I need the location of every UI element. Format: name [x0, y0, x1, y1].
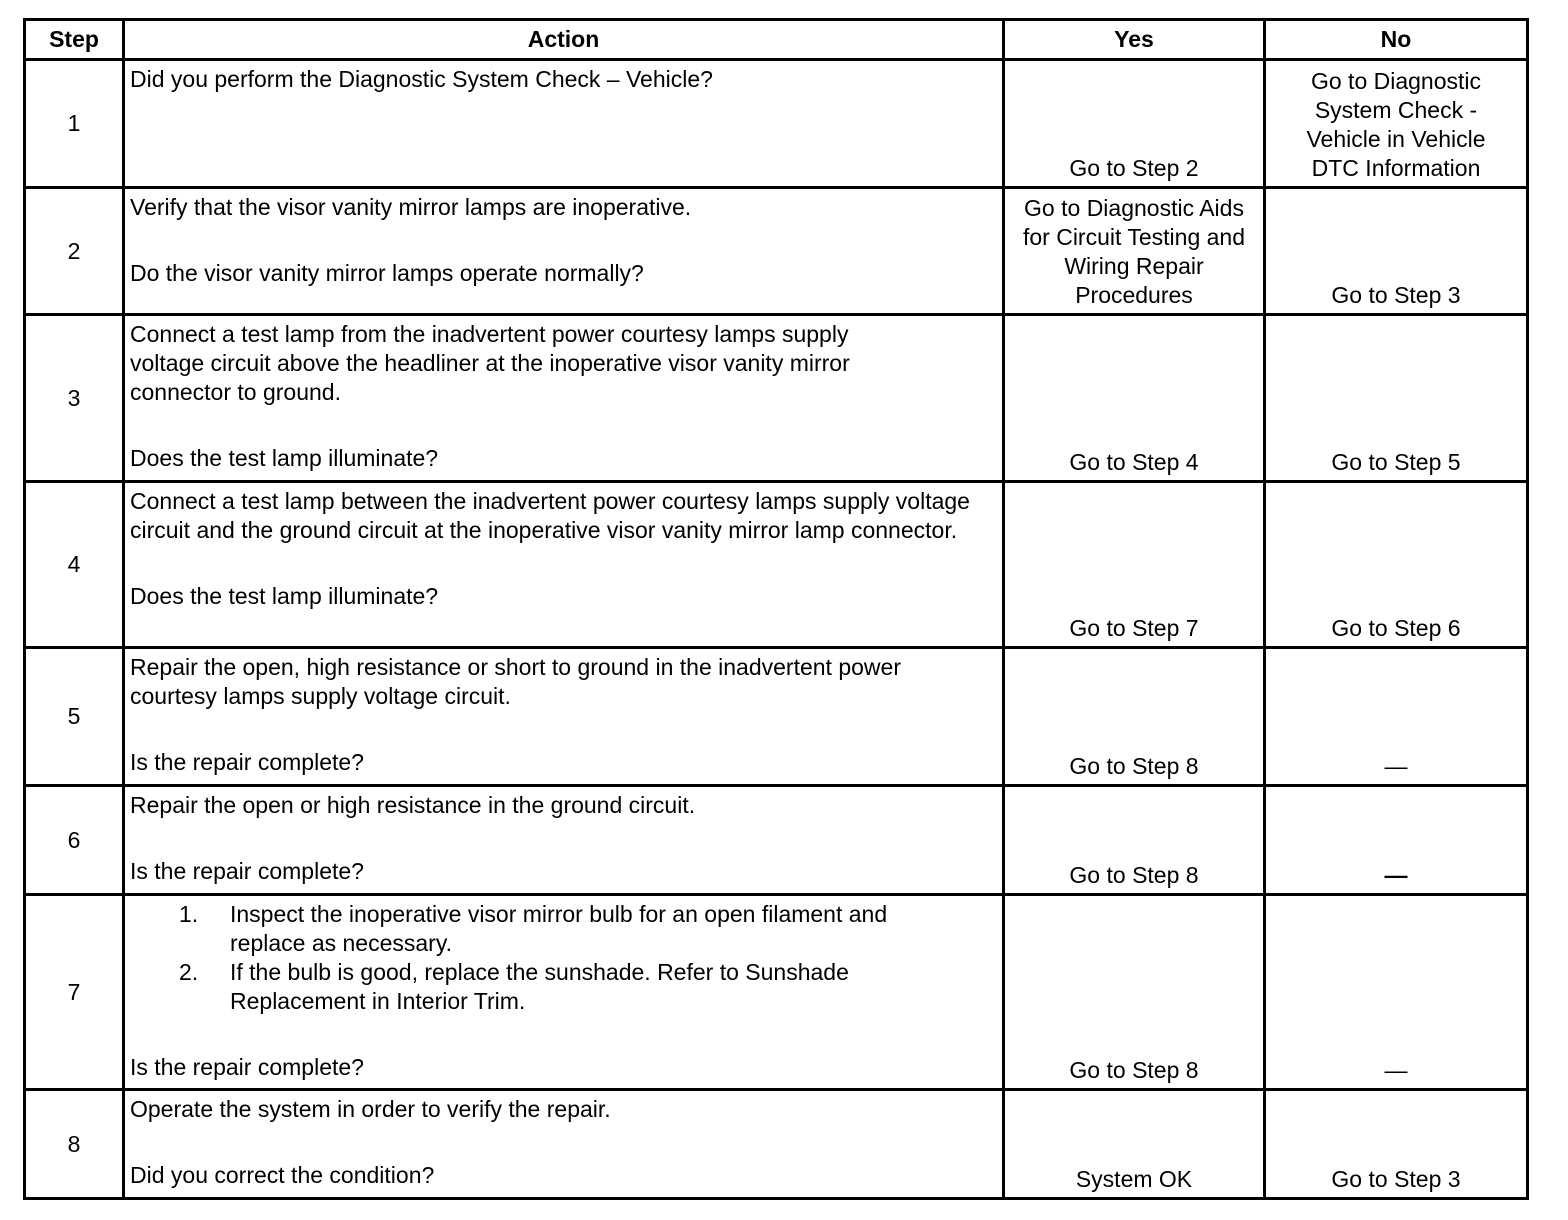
step-number: 7: [25, 895, 124, 1090]
action-text: Connect a test lamp between the inadvertent power courtesy lamps supply voltage circuit and the ground circuit at the inoperative visor vanity mirror lamp connector.: [130, 488, 970, 543]
no-link[interactable]: Go to Step 6: [1331, 615, 1461, 641]
no-link[interactable]: Go to Diagnostic System Check - Vehicle in Vehicle DTC Information: [1306, 68, 1486, 181]
list-number: 2.: [179, 959, 199, 985]
action-question: Do the visor vanity mirror lamps operate normally?: [130, 260, 644, 286]
action-text: Repair the open, high resistance or short to ground in the inadvertent power courtesy lamps supply voltage circuit.: [130, 654, 901, 709]
table-row: [25, 482, 1528, 648]
no-cell: [1265, 315, 1528, 482]
step-number: 5: [25, 648, 124, 786]
no-cell: [1265, 482, 1528, 648]
table-row: [25, 1090, 1528, 1199]
yes-cell: [1004, 895, 1265, 1090]
no-cell: [1265, 60, 1528, 188]
header-no: No: [1265, 20, 1528, 60]
action-cell: [124, 1090, 1004, 1199]
no-link[interactable]: Go to Step 3: [1331, 1166, 1461, 1192]
yes-cell: [1004, 60, 1265, 188]
action-cell: [124, 188, 1004, 315]
no-cell: [1265, 895, 1528, 1090]
header-action: Action: [124, 20, 1004, 60]
no-cell: [1265, 188, 1528, 315]
yes-cell: [1004, 648, 1265, 786]
yes-cell: [1004, 786, 1265, 895]
diagnostic-table: [23, 18, 1529, 1200]
yes-link[interactable]: System OK: [1075, 1166, 1193, 1192]
yes-cell: [1004, 482, 1265, 648]
no-dash: —: [1384, 753, 1408, 779]
list-item: [130, 958, 998, 1016]
step-number: 1: [25, 60, 124, 188]
yes-cell: [1004, 1090, 1265, 1199]
yes-cell: [1004, 315, 1265, 482]
list-text: If the bulb is good, replace the sunshade. Refer to Sunshade Replacement in Interior Trim.: [230, 959, 849, 1014]
step-number: 3: [25, 315, 124, 482]
no-cell: [1265, 1090, 1528, 1199]
action-question: Is the repair complete?: [130, 749, 364, 775]
table-row: [25, 60, 1528, 188]
action-question: Does the test lamp illuminate?: [130, 445, 439, 471]
action-cell: [124, 786, 1004, 895]
action-text: Connect a test lamp from the inadvertent power courtesy lamps supply voltage circuit above the headliner at the inoperative visor vanity mirror connector to ground.: [130, 321, 850, 405]
action-cell: [124, 648, 1004, 786]
action-question: Did you correct the condition?: [130, 1162, 435, 1188]
table-row: [25, 188, 1528, 315]
action-text: Verify that the visor vanity mirror lamps are inoperative.: [130, 194, 692, 220]
yes-link[interactable]: Go to Diagnostic Aids for Circuit Testing and Wiring Repair Procedures: [1022, 195, 1245, 308]
no-dash: —: [1384, 862, 1408, 888]
list-item: [130, 900, 998, 958]
step-number: 2: [25, 188, 124, 315]
action-cell: [124, 482, 1004, 648]
table-row: [25, 786, 1528, 895]
action-list: [130, 900, 998, 1016]
table-row: [25, 895, 1528, 1090]
yes-link[interactable]: Go to Step 4: [1069, 449, 1199, 475]
action-text: Operate the system in order to verify the repair.: [130, 1096, 611, 1122]
action-text: Repair the open or high resistance in the ground circuit.: [130, 792, 696, 818]
action-question: Does the test lamp illuminate?: [130, 583, 439, 609]
action-cell: [124, 315, 1004, 482]
no-link[interactable]: Go to Step 5: [1331, 449, 1461, 475]
action-cell: [124, 60, 1004, 188]
no-cell: [1265, 786, 1528, 895]
action-text: Did you perform the Diagnostic System Check – Vehicle?: [130, 66, 713, 92]
step-number: 4: [25, 482, 124, 648]
table-row: [25, 315, 1528, 482]
no-link[interactable]: Go to Step 3: [1331, 282, 1461, 308]
header-step: Step: [25, 20, 124, 60]
yes-link[interactable]: Go to Step 8: [1069, 862, 1199, 888]
yes-link[interactable]: Go to Step 2: [1069, 155, 1199, 181]
yes-cell: [1004, 188, 1265, 315]
no-cell: [1265, 648, 1528, 786]
step-number: 6: [25, 786, 124, 895]
header-row: [25, 20, 1528, 60]
no-dash: —: [1384, 1057, 1408, 1083]
list-number: 1.: [179, 901, 199, 927]
list-text: Inspect the inoperative visor mirror bulb for an open filament and replace as necessary.: [230, 901, 888, 956]
header-yes: Yes: [1004, 20, 1265, 60]
step-number: 8: [25, 1090, 124, 1199]
yes-link[interactable]: Go to Step 7: [1069, 615, 1199, 641]
yes-link[interactable]: Go to Step 8: [1069, 753, 1199, 779]
yes-link[interactable]: Go to Step 8: [1069, 1057, 1199, 1083]
action-question: Is the repair complete?: [130, 858, 364, 884]
action-question: Is the repair complete?: [130, 1054, 364, 1080]
table-row: [25, 648, 1528, 786]
action-cell: [124, 895, 1004, 1090]
